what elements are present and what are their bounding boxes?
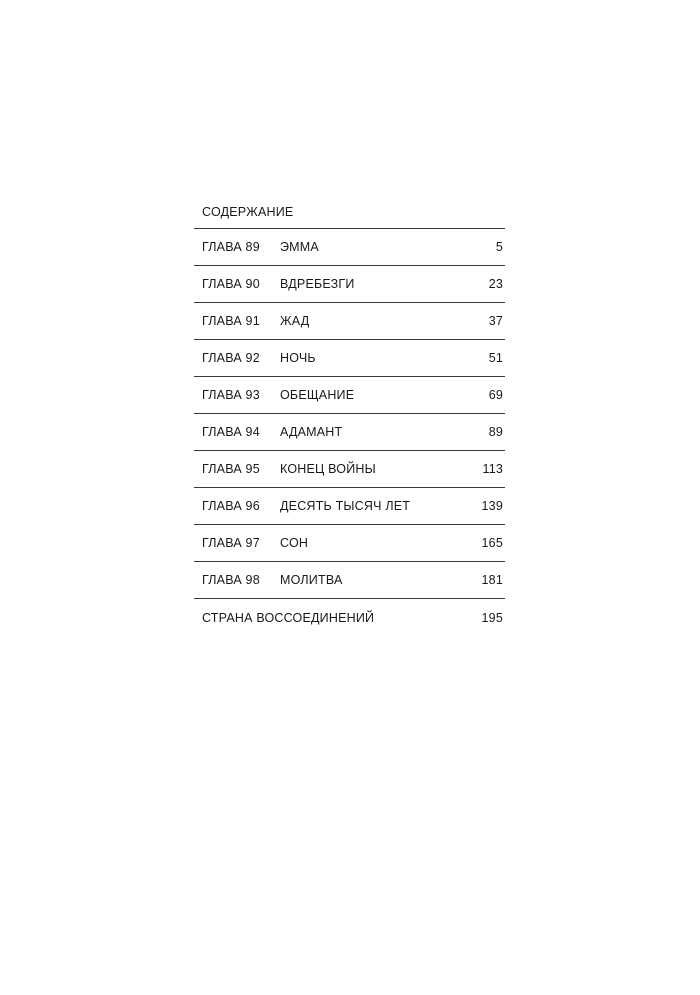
chapter-title: МОЛИТВА [280, 573, 343, 587]
chapter-title: АДАМАНТ [280, 425, 343, 439]
page-number: 195 [481, 610, 503, 625]
chapter-title: НОЧЬ [280, 351, 316, 365]
page-number: 5 [495, 240, 503, 254]
toc-row[interactable] [194, 377, 505, 414]
toc-row[interactable] [194, 229, 505, 266]
chapter-label: ГЛАВА 96 [202, 499, 260, 513]
page-number: 113 [482, 462, 503, 476]
page-number: 139 [481, 499, 503, 513]
page-number: 181 [481, 573, 503, 587]
chapter-title: ДЕСЯТЬ ТЫСЯЧ ЛЕТ [280, 499, 411, 513]
toc-row[interactable] [194, 266, 505, 303]
chapter-label: ГЛАВА 92 [202, 351, 260, 365]
chapter-title: КОНЕЦ ВОЙНЫ [280, 462, 376, 476]
final-entry-title: СТРАНА ВОССОЕДИНЕНИЙ [202, 610, 375, 625]
page-number: 89 [488, 425, 503, 439]
chapter-label: ГЛАВА 97 [202, 536, 260, 550]
toc-heading: СОДЕРЖАНИЕ [194, 200, 505, 229]
chapter-title: СОН [280, 536, 309, 550]
chapter-label: ГЛАВА 91 [202, 314, 260, 328]
toc-row[interactable] [194, 414, 505, 451]
chapter-label: ГЛАВА 98 [202, 573, 260, 587]
toc-row[interactable] [194, 488, 505, 525]
page-number: 37 [488, 314, 503, 328]
chapter-title: ЖАД [280, 314, 310, 328]
toc-row-final[interactable] [194, 599, 505, 636]
chapter-label: ГЛАВА 93 [202, 388, 260, 402]
toc-row[interactable] [194, 451, 505, 488]
chapter-title: ЭММА [280, 240, 319, 254]
chapter-label: ГЛАВА 89 [202, 240, 260, 254]
chapter-label: ГЛАВА 94 [202, 425, 260, 439]
page-number: 23 [488, 277, 503, 291]
chapter-title: ВДРЕБЕЗГИ [280, 277, 355, 291]
toc-row[interactable] [194, 525, 505, 562]
table-of-contents [194, 200, 505, 636]
chapter-title: ОБЕЩАНИЕ [280, 388, 355, 402]
chapter-label: ГЛАВА 90 [202, 277, 260, 291]
chapter-label: ГЛАВА 95 [202, 462, 260, 476]
page-number: 51 [488, 351, 503, 365]
toc-row[interactable] [194, 340, 505, 377]
toc-row[interactable] [194, 562, 505, 599]
page-number: 69 [488, 388, 503, 402]
page-number: 165 [481, 536, 503, 550]
toc-row[interactable] [194, 303, 505, 340]
